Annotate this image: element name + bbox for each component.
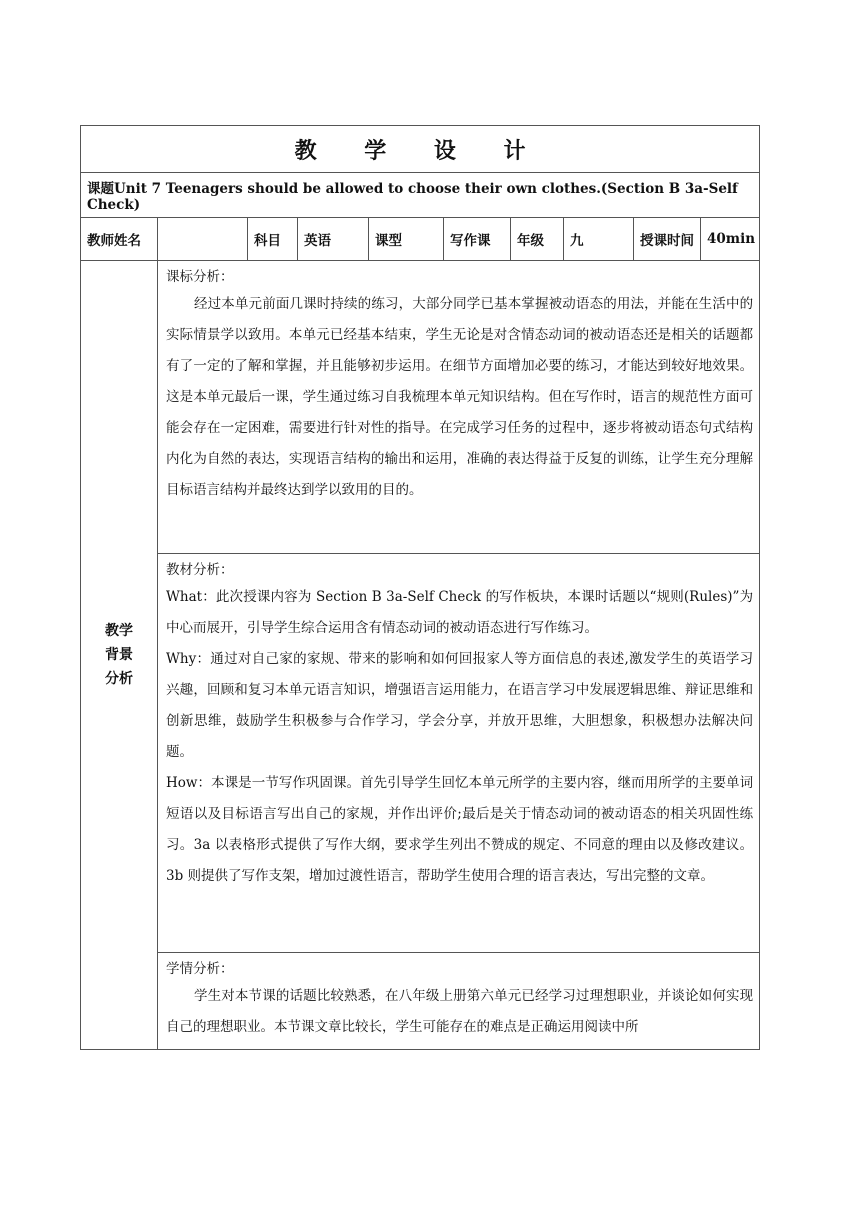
side-label-line: 教学 bbox=[105, 623, 133, 639]
grade-label: 年级 bbox=[511, 218, 564, 261]
curriculum-heading: 课标分析： bbox=[166, 269, 234, 285]
teacher-value bbox=[158, 218, 248, 261]
learner-analysis-cell bbox=[158, 953, 760, 1050]
side-label-line: 背景 bbox=[105, 647, 133, 663]
subject-value: 英语 bbox=[298, 218, 369, 261]
textbook-how: How：本课是一节写作巩固课。首先引导学生回忆本单元所学的主要内容，继而用所学的主要单词短语以及目标语言写出自己的家规，并作出评价;最后是关于情态动词的被动语态的相关巩固性练习。3a 以表格形式提供了写作大纲，要求学生列出不赞成的规定、不同意的理由以及修改建议。3b 则提供了写作支架，增加过渡性语言，帮助学生使用合理的语言表达，写出完整的文章。 bbox=[166, 775, 754, 884]
lesson-plan-table bbox=[80, 125, 760, 1050]
curriculum-analysis-cell bbox=[158, 261, 760, 554]
textbook-what: What：此次授课内容为 Section B 3a-Self Check 的写作板块，本课时话题以“规则(Rules)”为中心而展开，引导学生综合运用含有情态动词的被动语态进行写作练习。 bbox=[166, 589, 754, 636]
type-value: 写作课 bbox=[444, 218, 511, 261]
lesson-topic: 课题Unit 7 Teenagers should be allowed to choose their own clothes.(Section B 3a-Self Check) bbox=[81, 173, 760, 218]
time-value: 40min bbox=[701, 218, 760, 261]
textbook-why: Why：通过对自己家的家规、带来的影响和如何回报家人等方面信息的表述,激发学生的英语学习兴趣，回顾和复习本单元语言知识，增强语言运用能力，在语言学习中发展逻辑思维、辩证思维和创新思维，鼓励学生积极参与合作学习，学会分享，并放开思维，大胆想象，积极想办法解决问题。 bbox=[166, 651, 754, 760]
learner-heading: 学情分析： bbox=[166, 961, 234, 977]
textbook-analysis-cell bbox=[158, 554, 760, 953]
learner-body: 学生对本节课的话题比较熟悉，在八年级上册第六单元已经学习过理想职业，并谈论如何实现自己的理想职业。本节课文章比较长，学生可能存在的难点是正确运用阅读中所 bbox=[166, 988, 754, 1035]
teacher-label: 教师姓名 bbox=[81, 218, 158, 261]
curriculum-body: 经过本单元前面几课时持续的练习，大部分同学已基本掌握被动语态的用法，并能在生活中的实际情景学以致用。本单元已经基本结束，学生无论是对含情态动词的被动语态还是相关的话题都有了一定的了解和掌握，并且能够初步运用。在细节方面增加必要的练习，才能达到较好地效果。这是本单元最后一课，学生通过练习自我梳理本单元知识结构。但在写作时，语言的规范性方面可能会存在一定困难，需要进行针对性的指导。在完成学习任务的过程中，逐步将被动语态句式结构内化为自然的表达，实现语言结构的输出和运用，准确的表达得益于反复的训练，让学生充分理解目标语言结构并最终达到学以致用的目的。 bbox=[166, 296, 754, 498]
side-label-line: 分析 bbox=[105, 671, 133, 687]
textbook-heading: 教材分析： bbox=[166, 562, 234, 578]
time-label: 授课时间 bbox=[634, 218, 701, 261]
type-label: 课型 bbox=[369, 218, 444, 261]
lesson-plan-document bbox=[80, 125, 759, 1050]
grade-value: 九 bbox=[564, 218, 634, 261]
section-side-label bbox=[81, 261, 158, 1050]
subject-label: 科目 bbox=[248, 218, 298, 261]
document-title: 教 学 设 计 bbox=[81, 126, 760, 173]
